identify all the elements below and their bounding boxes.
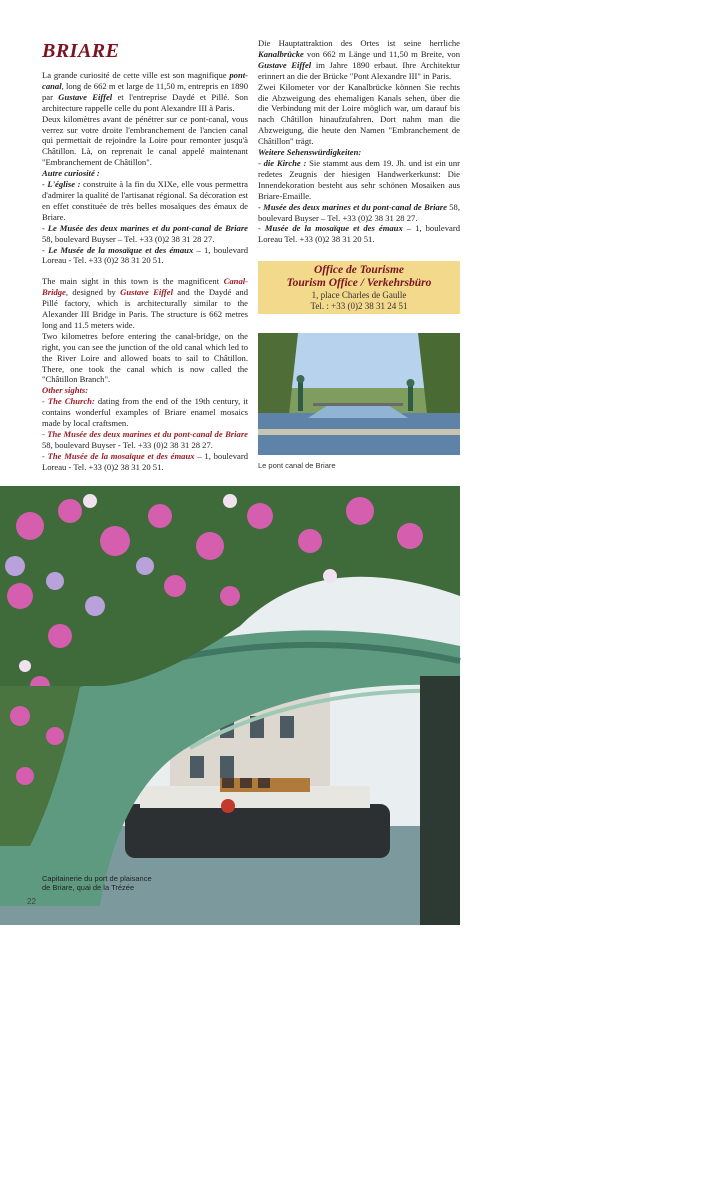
german-other-heading: Weitere Sehenswürdigkeiten:: [258, 147, 362, 158]
german-kirche: - die Kirche : Sie stammt aus dem 19. Jh. und ist ein unr redetes Zeugnis der hiesigen Handwerkerkunst: Die Innendekoration besteht aus sehr schönen Mosaiken aus Briare-Emaille.: [258, 157, 460, 201]
tourism-office-title: Office de Tourisme: [313, 264, 405, 276]
harbour-caption: Capitainerie du port de plaisance de Briare, quai de la Trézée: [42, 874, 152, 892]
tourism-office-subtitle: Tourism Office / Verkehrsbüro: [286, 277, 432, 289]
photo-credit-small: PJL: [710, 759, 716, 769]
right-column: [258, 38, 460, 245]
canal-bridge-illustration: [258, 333, 460, 455]
english-musee-marines: - The Musée des deux marines et du pont-canal de Briare 58, boulevard Buyser - Tel. +33 (0)2 38 31 28 27.: [42, 429, 248, 450]
tourism-office-phone: Tel. : +33 (0)2 38 31 24 51: [310, 301, 408, 311]
harbour-photo: [0, 486, 460, 1193]
german-intro: Die Hauptattraktion des Ortes ist seine herrliche Kanalbrücke von 662 m Länge und 11,50 m Breite, von Gustave Eiffel im Jahre 1890 erbaut. Ihre Architektur erinnert an die der Brücke "Pont Alexandre III" in Paris.: [258, 38, 461, 81]
photo-credit-big: PJL: [450, 1184, 457, 1193]
english-branch-paragraph: Two kilometres before entering the canal-bridge, on the right, you can see the junction of the old canal which led to the River Loire and allowed boats to sail to Châtillon. There, one took the canal which is now called the "Châtillon Branch".: [42, 330, 248, 385]
french-branch-paragraph: Deux kilomètres avant de pénétrer sur ce pont-canal, vous verrez sur votre droite l'embranchement de l'ancien canal qui permettait de rejoindre la Loire pour remonter jusqu'à Châtillon. Là, on reprenait le canal appelé maintenant "Embranchement de Châtillon".: [42, 113, 248, 168]
german-musee-mosaique: - Musée de la mosaïque et des émaux – 1, boulevard Loreau Tel. +33 (0)2 38 31 20 51.: [258, 223, 460, 245]
harbour-illustration: [0, 486, 460, 925]
french-intro: La grande curiosité de cette ville est son magnifique pont-canal, long de 662 m et large de 11,50 m, entrepris en 1890 par Gustave Eiffel et l'entreprise Daydé et Pillé. Son architecture rappelle celle du pont Alexandre III à Paris.: [42, 70, 248, 113]
left-column: [42, 70, 248, 473]
german-musee-marines: - Musée des deux marines et du pont-canal de Briare 58, boulevard Buyser – Tel. +33 (0)2 38 31 28 27.: [258, 201, 460, 223]
tourism-office-box: [258, 261, 460, 314]
canal-bridge-caption: Le pont canal de Briare: [258, 461, 336, 470]
french-eglise: - L'église : construite à la fin du XIXe, elle vous permettra d'admirer la qualité de l'artisanat régional. Sa décoration est en effet constituée de très belles mosaïques des émaux de Briare.: [42, 179, 248, 222]
german-branch-paragraph: Zwei Kilometer vor der Kanalbrücke können Sie rechts die Abzweigung des ehemaligen Kanals sehen, über die die Verbindung mit der Loire möglich war, um darauf bis nach Châtillon hinaufzufahren. Dort nahm man die Abzweigung, die heute den Namen "Embranchement de Châtillon" trägt.: [258, 81, 460, 147]
page-title: BRIARE: [42, 40, 120, 62]
french-other-heading: Autre curiosité :: [42, 168, 100, 179]
french-musee-marines: - Le Musée des deux marines et du pont-canal de Briare 58, boulevard Buyser – Tel. +33 (0)2 38 31 28 27.: [42, 222, 248, 244]
english-intro: The main sight in this town is the magnificent Canal-Bridge, designed by Gustave Eiffel and the Daydé and Pillé factory, which is architecturally similar to the Alexander III Bridge in Paris. The structure is 662 metres long and 11.5 meters wide.: [42, 276, 248, 330]
french-musee-mosaique: - Le Musée de la mosaïque et des émaux – 1, boulevard Loreau - Tel. +33 (0)2 38 31 20 51.: [42, 244, 248, 266]
english-musee-mosaique: - The Musée de la mosaïque et des émaux – 1, boulevard Loreau - Tel. +33 (0)2 38 31 20 51.: [42, 450, 248, 472]
english-church: - The Church: dating from the end of the 19th century, it contains wonderful examples of Briare enamel mosaics made by local craftsmen.: [42, 396, 249, 429]
tourism-office-address: 1, place Charles de Gaulle: [311, 290, 407, 300]
english-other-heading: Other sights:: [42, 385, 89, 396]
page-number: 22: [27, 897, 36, 906]
